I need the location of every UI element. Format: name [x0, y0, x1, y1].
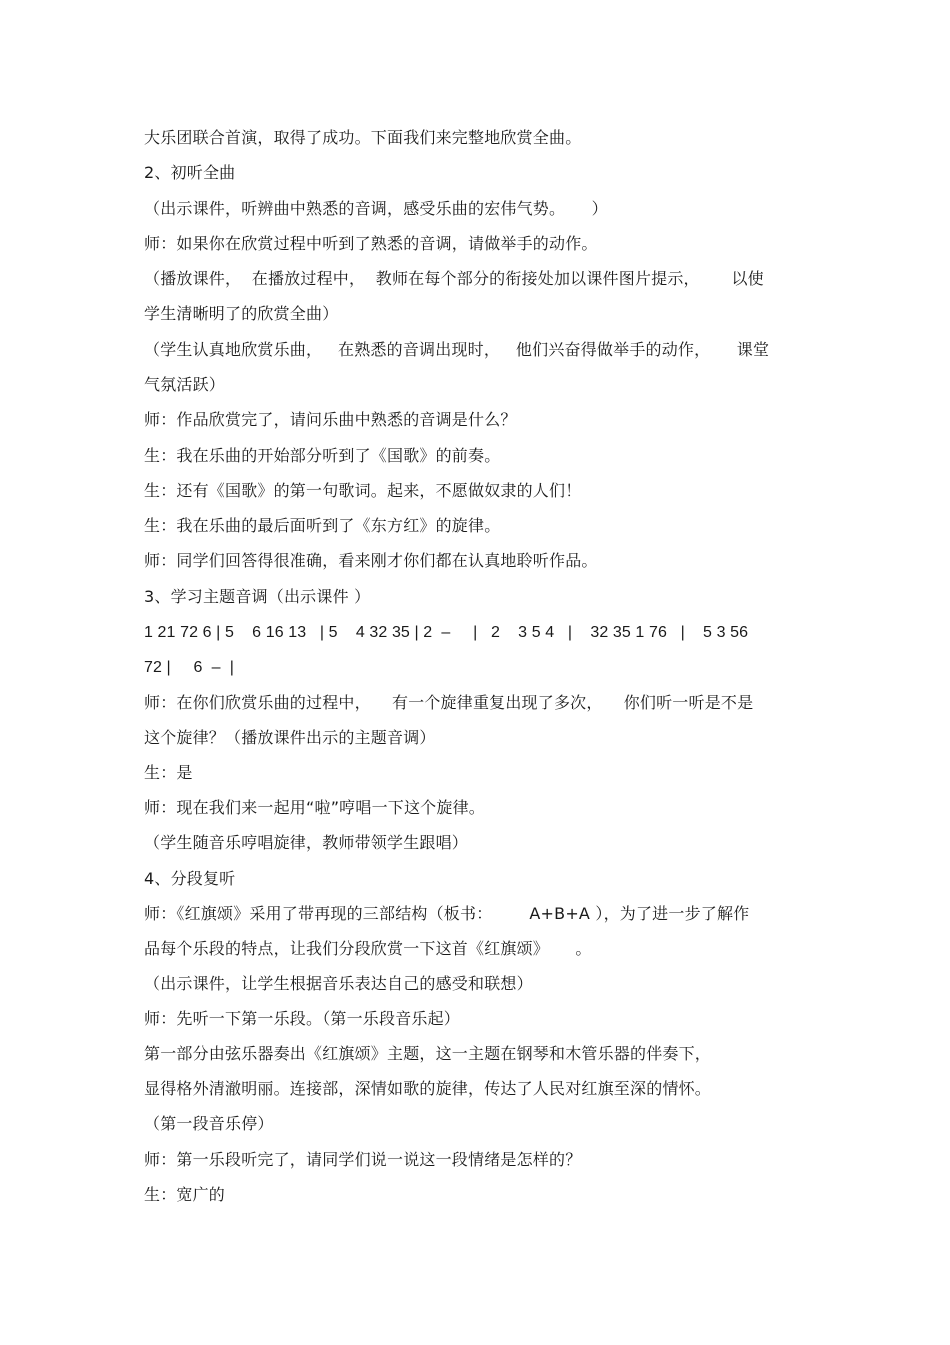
text-line: 生：我在乐曲的最后面听到了《东方红》的旋律。	[144, 516, 501, 535]
text-line: （第一段音乐停）	[144, 1114, 274, 1133]
text-line: 师：第一乐段听完了，请同学们说一说这一段情绪是怎样的？	[144, 1150, 582, 1169]
text-line: 师：现在我们来一起用“啦”哼唱一下这个旋律。	[144, 798, 485, 817]
music-notation-line: 72 | 6 – |	[144, 659, 234, 676]
text-line: 大乐团联合首演，取得了成功。下面我们来完整地欣赏全曲。	[144, 128, 582, 147]
music-notation-line: 1 21 72 6 | 5 6 16 13 | 5 4 32 35 | 2 – | 2 3 5 4 | 32 35 1 76 | 5 3 56	[144, 624, 749, 641]
text-line: 显得格外清澈明丽。连接部，深情如歌的旋律，传达了人民对红旗至深的情怀。	[144, 1079, 712, 1098]
text-line: 学生清晰明了的欣赏全曲）	[144, 304, 339, 323]
text-line: （学生随音乐哼唱旋律，教师带领学生跟唱）	[144, 833, 469, 852]
text-line: 第一部分由弦乐器奏出《红旗颂》主题，这一主题在钢琴和木管乐器的伴奏下，	[144, 1044, 712, 1063]
text-line: （播放课件， 在播放过程中， 教师在每个部分的衔接处加以课件图片提示， 以使	[144, 269, 764, 288]
text-line: （出示课件，听辨曲中熟悉的音调，感受乐曲的宏伟气势。 ）	[144, 199, 608, 218]
text-line: 这个旋律？（播放课件出示的主题音调）	[144, 728, 436, 747]
text-line: （学生认真地欣赏乐曲， 在熟悉的音调出现时， 他们兴奋得做举手的动作， 课堂	[144, 340, 770, 359]
text-line: 生：是	[144, 763, 193, 782]
text-line: 生：我在乐曲的开始部分听到了《国歌》的前奏。	[144, 446, 501, 465]
text-line: 师：同学们回答得很准确，看来刚才你们都在认真地聆听作品。	[144, 551, 598, 570]
text-line: 生：宽广的	[144, 1185, 226, 1204]
text-line: 师：先听一下第一乐段。（第一乐段音乐起）	[144, 1009, 461, 1028]
section-heading: 2、初听全曲	[144, 163, 236, 182]
text-line: 气氛活跃）	[144, 375, 226, 394]
section-heading: 3、学习主题音调（出示课件 ）	[144, 587, 371, 606]
text-line: 师：在你们欣赏乐曲的过程中， 有一个旋律重复出现了多次， 你们听一听是不是	[144, 693, 754, 712]
text-line: 师：作品欣赏完了，请问乐曲中熟悉的音调是什么？	[144, 410, 517, 429]
section-heading: 4、分段复听	[144, 869, 236, 888]
text-line: 师：如果你在欣赏过程中听到了熟悉的音调，请做举手的动作。	[144, 234, 598, 253]
text-line: 师：《红旗颂》采用了带再现的三部结构（板书： A+B+A ），为了进一步了解作	[144, 904, 750, 923]
text-line: 生：还有《国歌》的第一句歌词。起来，不愿做奴隶的人们！	[144, 481, 582, 500]
text-line: 品每个乐段的特点，让我们分段欣赏一下这首《红旗颂》 。	[144, 939, 592, 958]
text-line: （出示课件，让学生根据音乐表达自己的感受和联想）	[144, 974, 533, 993]
